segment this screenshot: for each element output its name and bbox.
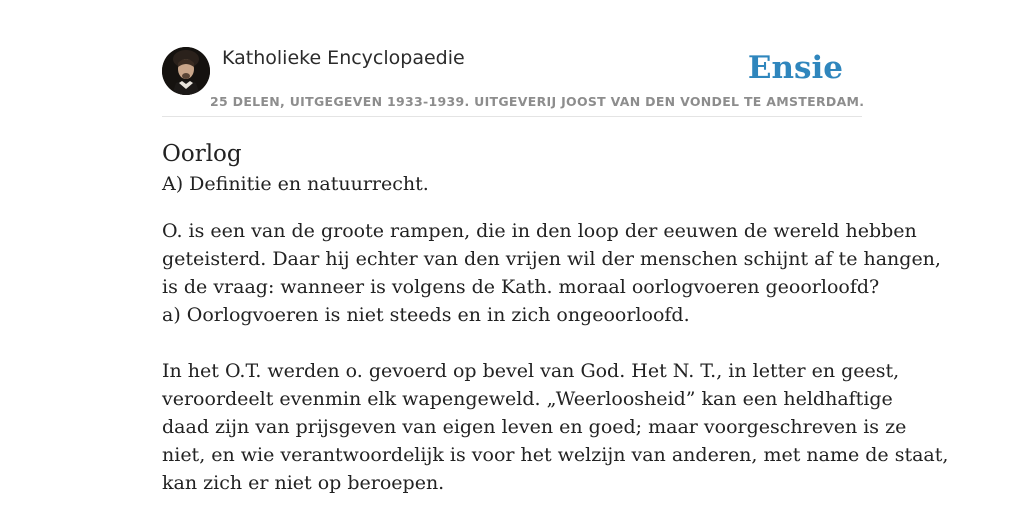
section-heading: A) Definitie en natuurrecht.: [162, 173, 429, 195]
text-line: O. is een van de groote rampen, die in den loop der eeuwen de wereld hebben: [162, 220, 917, 242]
source-subtitle: 25 DELEN, UITGEGEVEN 1933-1939. UITGEVERIJ JOOST VAN DEN VONDEL TE AMSTERDAM.: [210, 94, 865, 109]
text-line: daad zijn van prijsgeven van eigen leven en goed; maar voorgeschreven is ze: [162, 416, 907, 438]
source-header: [162, 44, 865, 117]
text-line: niet, en wie verantwoordelijk is voor het welzijn van anderen, met name de staat,: [162, 444, 949, 466]
paragraph-2: [162, 357, 949, 497]
text-line: is de vraag: wanneer is volgens de Kath. moraal oorlogvoeren geoorloofd?: [162, 276, 880, 298]
line-break: [162, 329, 867, 357]
text-line: kan zich er niet op beroepen.: [162, 472, 445, 494]
text-line: a) Oorlogvoeren is niet steeds en in zich ongeoorloofd.: [162, 304, 690, 326]
source-title[interactable]: Katholieke Encyclopaedie: [222, 47, 465, 69]
text-line: geteisterd. Daar hij echter van den vrijen wil der menschen schijnt af te hangen,: [162, 248, 941, 270]
text-line: In het O.T. werden o. gevoerd op bevel van God. Het N. T., in letter en geest,: [162, 360, 900, 382]
paragraph-1: [162, 217, 941, 357]
portrait-avatar-icon[interactable]: [162, 47, 210, 95]
article-title: Oorlog: [162, 141, 242, 167]
text-line: veroordeelt evenmin elk wapengeweld. „Weerloosheid” kan een heldhaftige: [162, 388, 893, 410]
ensie-logo-link[interactable]: Ensie: [747, 50, 843, 86]
article-body: [162, 138, 949, 497]
